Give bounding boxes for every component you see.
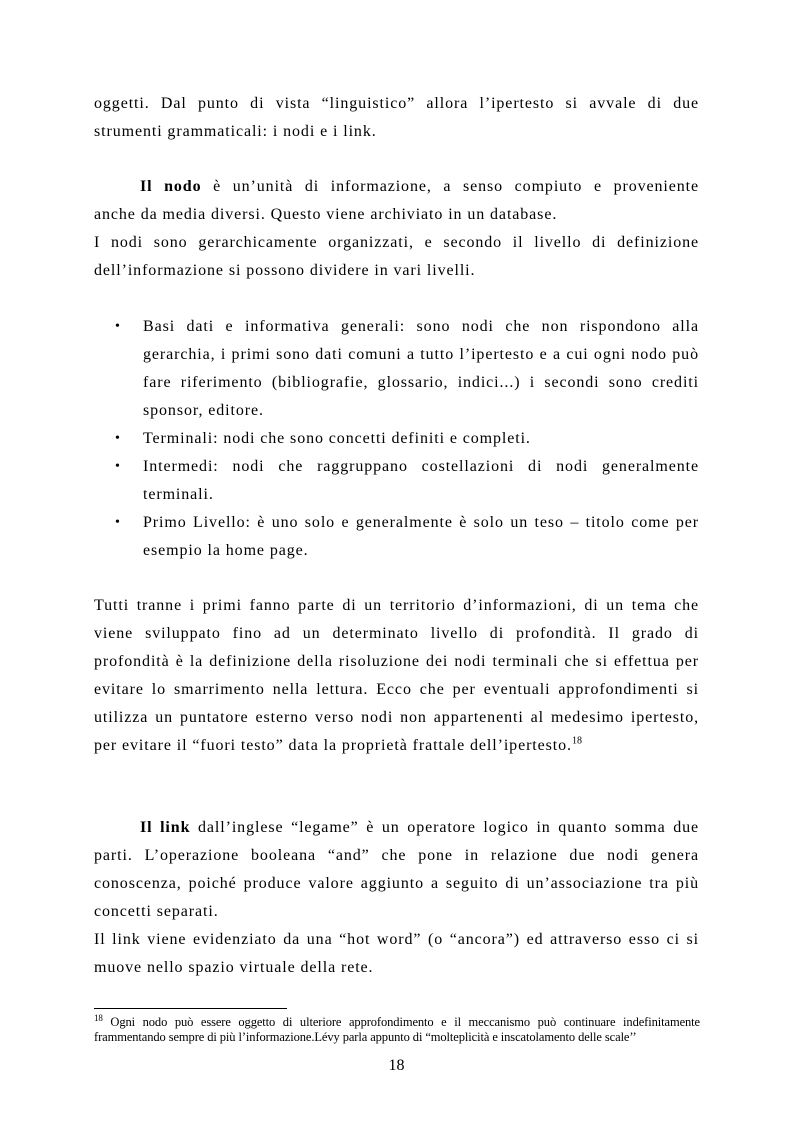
list-item-text: Terminali: nodi che sono concetti definiti e completi. [143,430,531,447]
paragraph-nodo-line-1 [94,173,699,201]
term-nodo: Il nodo [140,178,202,195]
paragraph-link-line-2: Il link viene evidenziato da una “hot word” (o “ancora”) ed attraverso esso ci si muove nello spazio virtuale della rete. [94,931,699,976]
levels-list [94,313,699,565]
paragraph-intro-line-1: oggetti. Dal punto di vista “linguistico” allora l’ipertesto si avvale di due [94,95,699,112]
list-item [94,453,699,509]
paragraph-intro [94,90,699,146]
footnote-reference: 18 [571,735,582,747]
bullet-icon: • [115,515,121,530]
bullet-icon: • [115,459,121,474]
paragraph-link-rest: dall’inglese “legame” è un operatore logico in quanto somma due parti. L’operazione booleana “and” che pone in relazione due nodi genera conoscenza, poiché produce valore aggiunto a seguito di un’associazione tra più concetti separati. [94,819,700,920]
paragraph-nodo [94,173,699,285]
paragraph-link-body [94,814,699,926]
footnote-number: 18 [94,1012,103,1023]
paragraph-nodo-line-3: I nodi sono gerarchicamente organizzati, e secondo il livello di definizione [94,234,699,251]
page-number: 18 [388,1057,405,1074]
paragraph-nodo-line-1-rest: è un’unità di informazione, a senso compiuto e proveniente [201,178,699,195]
bullet-icon: • [115,431,121,446]
paragraph-territorio-text: Tutti tranne i primi fanno parte di un territorio d’informazioni, di un tema che viene sviluppato fino ad un determinato livello di profondità. Il grado di profondità è la definizione della risoluzione dei nodi terminali che si effettua per evitare lo smarrimento nella lettura. Ecco che per eventuali approfondimenti si utilizza un puntatore esterno verso nodi non appartenenti al medesimo ipertesto, per evitare il “fuori testo” data la proprietà frattale dell’ipertesto. [94,597,699,754]
paragraph-nodo-line-4: dell’informazione si possono dividere in vari livelli. [94,262,476,279]
list-item [94,313,699,425]
footnote-text: Ogni nodo può essere oggetto di ulteriore approfondimento e il meccanismo può continuare indefinitamente frammentando sempre di più l’informazione.Lévy parla appunto di “molteplicità e inscatolamento delle scale’’ [94,1015,700,1044]
list-item-text: Primo Livello: è uno solo e generalmente è solo un teso – titolo come per esempio la home page. [143,514,699,559]
paragraph-territorio [94,592,699,760]
paragraph-intro-line-2: strumenti grammaticali: i nodi e i link. [94,123,377,140]
list-item-text: Intermedi: nodi che raggruppano costellazioni di nodi generalmente terminali. [143,458,699,503]
footnote [94,1012,700,1045]
list-item [94,509,699,565]
bullet-icon: • [115,319,121,334]
list-item-text: Basi dati e informativa generali: sono nodi che non rispondono alla gerarchia, i primi sono dati comuni a tutto l’ipertesto e a cui ogni nodo può fare riferimento (bibliografie, glossario, indici...) i secondi sono crediti sponsor, editore. [143,318,699,419]
paragraph-link [94,814,699,982]
paragraph-nodo-line-2: anche da media diversi. Questo viene archiviato in un database. [94,206,558,223]
term-link: Il link [140,819,191,836]
list-item [94,425,699,453]
footnote-divider [94,1008,287,1009]
